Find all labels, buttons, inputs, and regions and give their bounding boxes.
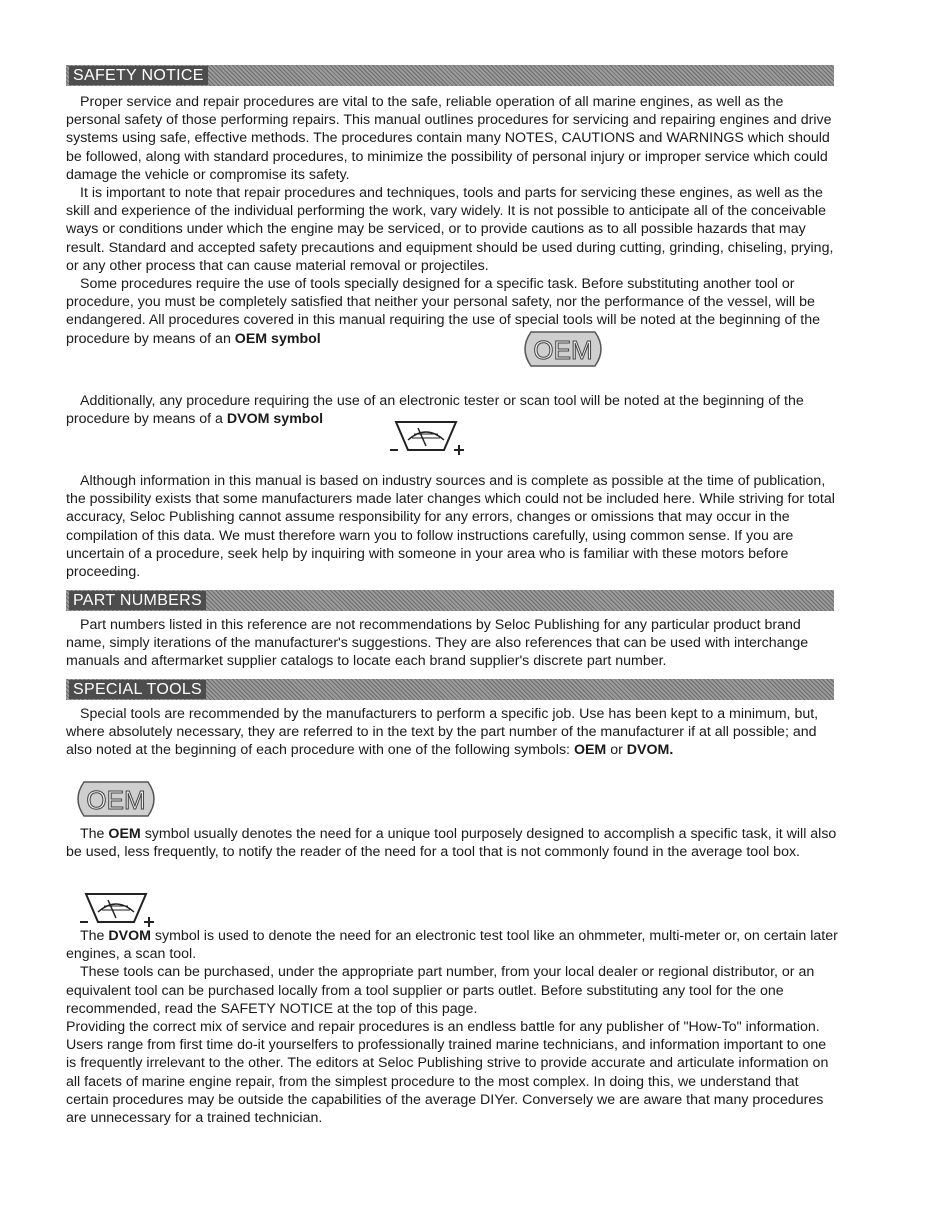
parts-paragraph-1: Part numbers listed in this reference are not recommendations by Seloc Publishing for any particular product brand name, simply iterations of the manufacturer's suggestions. They are also references that can be used with interchange manuals and aftermarket supplier catalogs to locate each brand supplier's discrete part number. (66, 617, 809, 670)
tools-p2-oem: OEM (108, 826, 141, 842)
safety-paragraph-4-text: Additionally, any procedure requiring the use of an electronic tester or scan tool will be noted at the beginning of the procedure by means of a (66, 393, 804, 428)
tools-p2-lead: The (80, 826, 105, 842)
special-tools-intro (66, 705, 838, 760)
safety-paragraph-3-text: Some procedures require the use of tools specially designed for a specific task. Before substituting another tool or procedure, you must be completely satisfied that neither your personal safety, nor the performance of the vessel, will be endangered. All procedures covered in this manual requiring the use of special tools will be noted at the beginning of the procedure by means of an (66, 276, 821, 347)
special-tools-header-bar (66, 679, 834, 700)
oem-description (66, 825, 838, 861)
oem-symbol-icon-2 (70, 780, 162, 818)
oem-symbol-text: OEM (533, 335, 593, 365)
tools-paragraph-3 (66, 927, 838, 963)
tools-paragraph-2 (66, 825, 838, 861)
safety-paragraph-5: Although information in this manual is based on industry sources and is complete as possible at the time of publication, the possibility exists that some manufacturers made later changes which could not be included here. While striving for total accuracy, Seloc Publishing cannot assume responsibility for any errors, changes or omissions that may occur in the compilation of this data. We must therefore warn you to follow instructions carefully, using common sense. If you are uncertain of a procedure, seek help by inquiring with someone in your area who is familiar with these motors before proceeding. (66, 473, 835, 581)
tools-paragraph-1-text: Special tools are recommended by the manufacturers to perform a specific job. Use has been kept to a minimum, but, where absolutely necessary, they are referred to in the text by the part number of the manufacturer if at all possible; and also noted at the beginning of each procedure with one of the following symbols: (66, 706, 819, 759)
part-numbers-heading: PART NUMBERS (69, 591, 206, 610)
special-tools-heading: SPECIAL TOOLS (69, 680, 206, 699)
safety-notice-heading: SAFETY NOTICE (69, 66, 208, 85)
oem-symbol-label: OEM symbol (234, 330, 321, 347)
disclaimer-body (66, 472, 838, 581)
safety-paragraph-3 (66, 275, 838, 348)
tools-oem-label: OEM (573, 742, 607, 759)
tools-p3-dvom: DVOM (108, 928, 151, 944)
tools-p2-text: symbol usually denotes the need for a unique tool purposely designed to accomplish a specific task, it will also be used, less frequently, to notify the reader of the need for a tool that is not commonly found in the average tool box. (66, 826, 837, 861)
dvom-symbol-label: DVOM symbol (226, 411, 324, 428)
dvom-description (66, 927, 838, 1127)
safety-paragraph-1: Proper service and repair procedures are vital to the safe, reliable operation of all marine engines, as well as the personal safety of those performing repairs. This manual outlines procedures for servicing and repairing engines and drive systems using safe, effective methods. The procedures contain many NOTES, CAUTIONS and WARNINGS which should be followed, along with standard procedures, to minimize the possibility of personal injury or improper service which could damage the vehicle or compromise its safety. (66, 94, 832, 183)
part-numbers-body (66, 616, 838, 671)
oem-symbol-text-2: OEM (86, 785, 146, 815)
tools-paragraph-1 (66, 705, 838, 760)
tools-p3-lead: The (80, 928, 105, 944)
tools-paragraph-4: These tools can be purchased, under the appropriate part number, from your local dealer or regional distributor, or an equivalent tool can be purchased locally from a tool supplier or parts outlet. Before substituting any tool for the one recommended, read the SAFETY NOTICE at the top of this page. (66, 964, 815, 1017)
tools-dvom-label: DVOM. (626, 742, 674, 759)
dvom-symbol-icon-2 (78, 888, 158, 928)
safety-notice-body (66, 93, 838, 348)
oem-symbol-icon (517, 330, 609, 368)
safety-notice-header-bar (66, 65, 834, 86)
tools-paragraph-5: Providing the correct mix of service and repair procedures is an endless battle for any publisher of "How-To" information. Users range from first time do-it yourselfers to professionally trained marine technicians, and information important to one is frequently irrelevant to the other. The editors at Seloc Publishing strive to provide accurate and articulate information on all facets of marine engine repair, from the simplest procedure to the most complex. In doing this, we understand that certain procedures may be outside the capabilities of the average DIYer. Conversely we are aware that many procedures are unnecessary for a trained technician. (66, 1019, 829, 1127)
dvom-symbol-icon (388, 416, 468, 456)
tools-p3-text: symbol is used to denote the need for an electronic test tool like an ohmmeter, multi-meter or, on certain later engines, a scan tool. (66, 928, 838, 963)
part-numbers-header-bar (66, 590, 834, 611)
safety-paragraph-2: It is important to note that repair procedures and techniques, tools and parts for servicing these engines, as well as the skill and experience of the individual performing the work, vary widely. It is not possible to anticipate all of the conceivable ways or conditions under which the engine may be serviced, or to provide cautions as to all possible hazards that may result. Standard and accepted safety precautions and equipment should be used during cutting, grinding, chiseling, prying, or any other process that can cause material removal or projectiles. (66, 185, 834, 274)
tools-or-text: or (610, 742, 623, 759)
